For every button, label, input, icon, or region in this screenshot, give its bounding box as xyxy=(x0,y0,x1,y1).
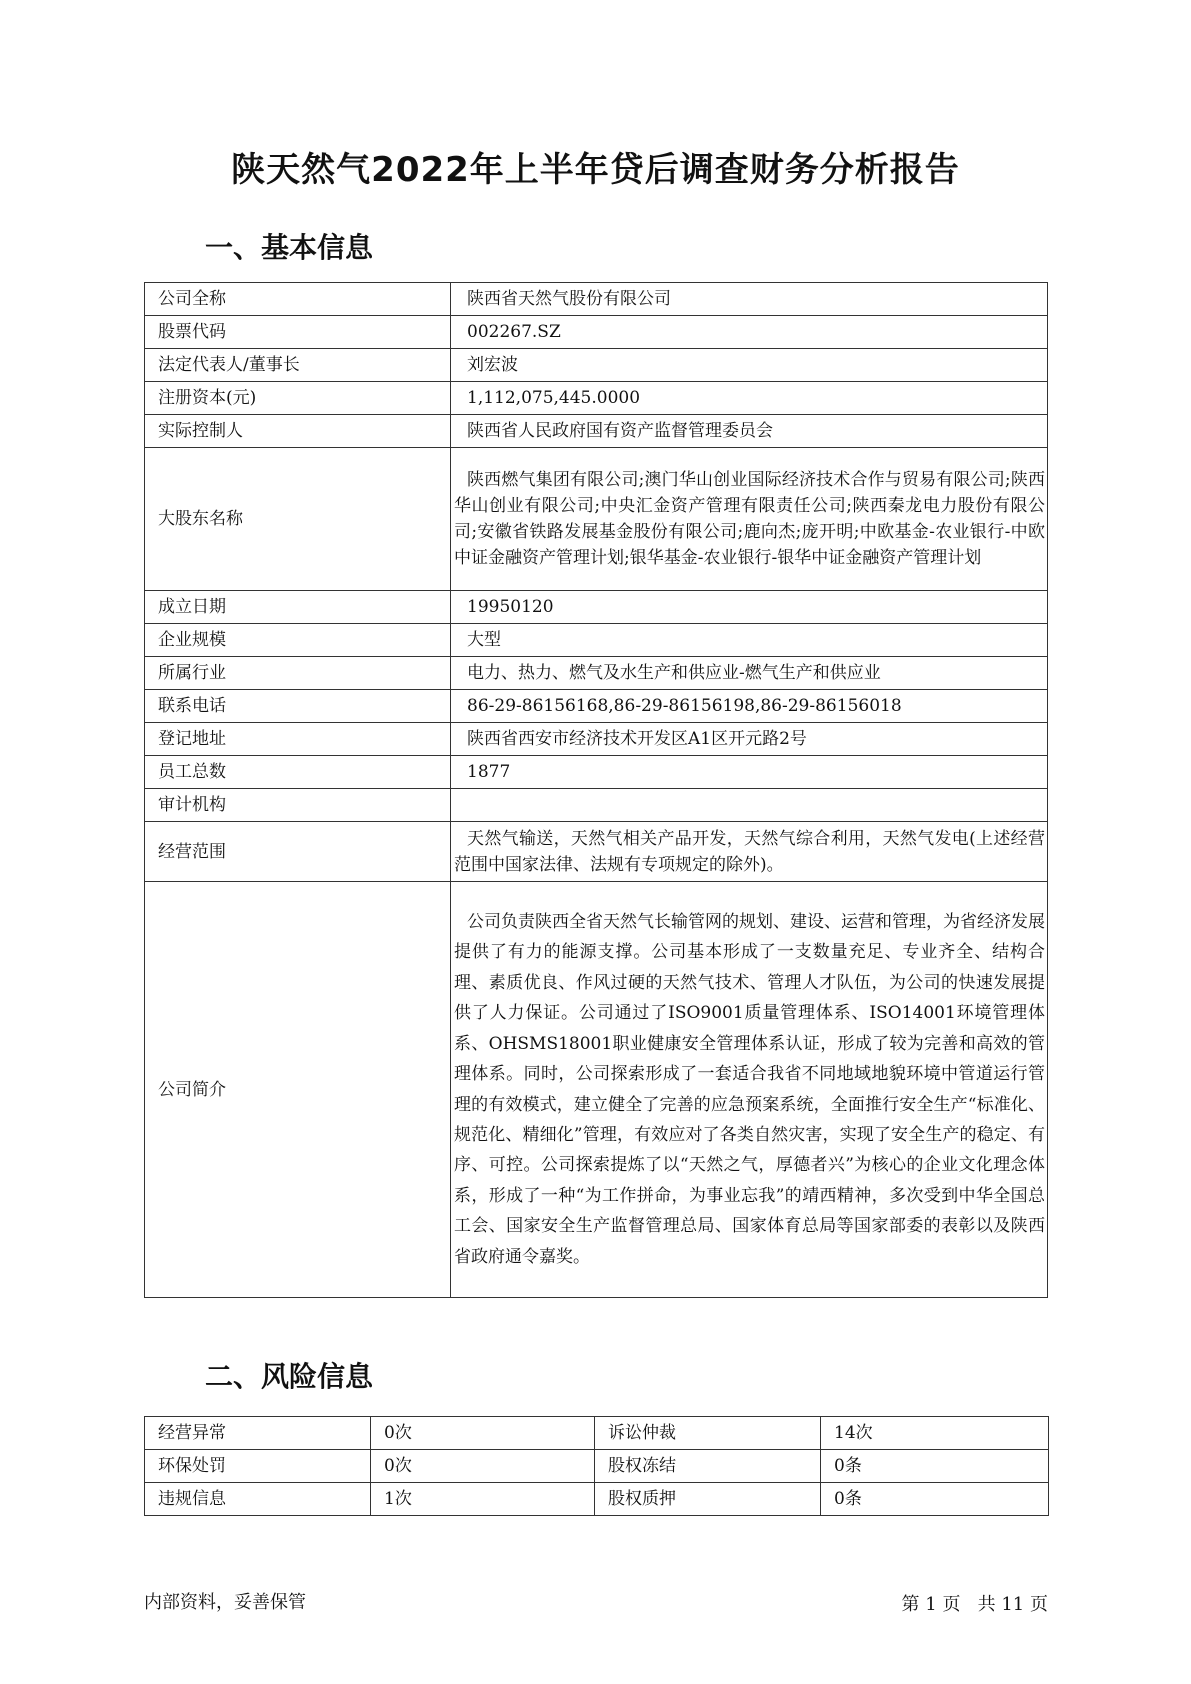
total-label: 共 xyxy=(977,1594,996,1615)
field-label: 公司全称 xyxy=(145,283,451,316)
field-value: 陕西省西安市经济技术开发区A1区开元路2号 xyxy=(451,723,1048,756)
field-value: 陕西省天然气股份有限公司 xyxy=(451,283,1048,316)
table-row xyxy=(145,690,1048,723)
field-label: 注册资本(元) xyxy=(145,382,451,415)
field-label: 公司简介 xyxy=(145,882,451,1298)
table-row xyxy=(145,349,1048,382)
field-label: 股票代码 xyxy=(145,316,451,349)
field-value: 大型 xyxy=(451,624,1048,657)
field-value xyxy=(451,789,1048,822)
field-value: 86-29-86156168,86-29-86156198,86-29-86156018 xyxy=(451,690,1048,723)
table-row xyxy=(145,1483,1049,1516)
field-label: 所属行业 xyxy=(145,657,451,690)
risk-value: 0次 xyxy=(371,1450,595,1483)
report-title: 陕天然气2022年上半年贷后调查财务分析报告 xyxy=(231,150,960,190)
risk-label: 违规信息 xyxy=(145,1483,371,1516)
table-row xyxy=(145,822,1048,882)
risk-value: 1次 xyxy=(371,1483,595,1516)
page-number xyxy=(902,1590,1048,1616)
field-label: 法定代表人/董事长 xyxy=(145,349,451,382)
field-label: 经营范围 xyxy=(145,822,451,882)
field-value: 19950120 xyxy=(451,591,1048,624)
table-row xyxy=(145,624,1048,657)
field-label: 大股东名称 xyxy=(145,448,451,591)
page-current: 1 xyxy=(925,1594,937,1615)
field-value: 刘宏波 xyxy=(451,349,1048,382)
field-label: 审计机构 xyxy=(145,789,451,822)
risk-label: 股权冻结 xyxy=(595,1450,821,1483)
table-row xyxy=(145,789,1048,822)
page-unit: 页 xyxy=(942,1594,961,1615)
risk-info-table xyxy=(144,1416,1049,1516)
field-value: 1,112,075,445.0000 xyxy=(451,382,1048,415)
risk-label: 环保处罚 xyxy=(145,1450,371,1483)
table-row xyxy=(145,382,1048,415)
risk-value: 0次 xyxy=(371,1417,595,1450)
risk-value: 14次 xyxy=(821,1417,1049,1450)
page-total: 11 xyxy=(1001,1594,1025,1615)
field-value: 002267.SZ xyxy=(451,316,1048,349)
table-row xyxy=(145,723,1048,756)
section-title-risk-info: 二、风险信息 xyxy=(205,1360,374,1393)
risk-label: 股权质押 xyxy=(595,1483,821,1516)
basic-info-table xyxy=(144,282,1048,1298)
field-label: 成立日期 xyxy=(145,591,451,624)
table-row xyxy=(145,1417,1049,1450)
field-label: 实际控制人 xyxy=(145,415,451,448)
risk-label: 经营异常 xyxy=(145,1417,371,1450)
risk-value: 0条 xyxy=(821,1450,1049,1483)
field-label: 联系电话 xyxy=(145,690,451,723)
field-value: 陕西燃气集团有限公司;澳门华山创业国际经济技术合作与贸易有限公司;陕西华山创业有限公司;中央汇金资产管理有限责任公司;陕西秦龙电力股份有限公司;安徽省铁路发展基金股份有限公司;鹿向杰;庞开明;中欧基金-农业银行-中欧中证金融资产管理计划;银华基金-农业银行-银华中证金融资产管理计划 xyxy=(451,448,1048,591)
page-label: 第 xyxy=(901,1594,920,1615)
table-row xyxy=(145,316,1048,349)
table-row xyxy=(145,1450,1049,1483)
total-unit: 页 xyxy=(1030,1594,1048,1615)
field-value: 陕西省人民政府国有资产监督管理委员会 xyxy=(451,415,1048,448)
table-row xyxy=(145,415,1048,448)
field-value: 天然气输送，天然气相关产品开发，天然气综合利用，天然气发电(上述经营范围中国家法律、法规有专项规定的除外)。 xyxy=(451,822,1048,882)
field-value: 1877 xyxy=(451,756,1048,789)
field-label: 员工总数 xyxy=(145,756,451,789)
table-row xyxy=(145,657,1048,690)
table-row xyxy=(145,448,1048,591)
table-row xyxy=(145,283,1048,316)
field-value: 公司负责陕西全省天然气长输管网的规划、建设、运营和管理，为省经济发展提供了有力的能源支撑。公司基本形成了一支数量充足、专业齐全、结构合理、素质优良、作风过硬的天然气技术、管理人才队伍，为公司的快速发展提供了人力保证。公司通过了ISO9001质量管理体系、ISO14001环境管理体系、OHSMS18001职业健康安全管理体系认证，形成了较为完善和高效的管理体系。同时，公司探索形成了一套适合我省不同地域地貌环境中管道运行管理的有效模式，建立健全了完善的应急预案系统，全面推行安全生产“标准化、规范化、精细化”管理，有效应对了各类自然灾害，实现了安全生产的稳定、有序、可控。公司探索提炼了以“天然之气，厚德者兴”为核心的企业文化理念体系，形成了一种“为工作拼命，为事业忘我”的靖西精神，多次受到中华全国总工会、国家安全生产监督管理总局、国家体育总局等国家部委的表彰以及陕西省政府通令嘉奖。 xyxy=(451,882,1048,1298)
section-title-basic-info: 一、基本信息 xyxy=(205,231,374,264)
table-row xyxy=(145,882,1048,1298)
field-value: 电力、热力、燃气及水生产和供应业-燃气生产和供应业 xyxy=(451,657,1048,690)
risk-value: 0条 xyxy=(821,1483,1049,1516)
footer-confidential-note: 内部资料，妥善保管 xyxy=(144,1592,306,1613)
table-row xyxy=(145,591,1048,624)
risk-label: 诉讼仲裁 xyxy=(595,1417,821,1450)
field-label: 企业规模 xyxy=(145,624,451,657)
table-row xyxy=(145,756,1048,789)
field-label: 登记地址 xyxy=(145,723,451,756)
